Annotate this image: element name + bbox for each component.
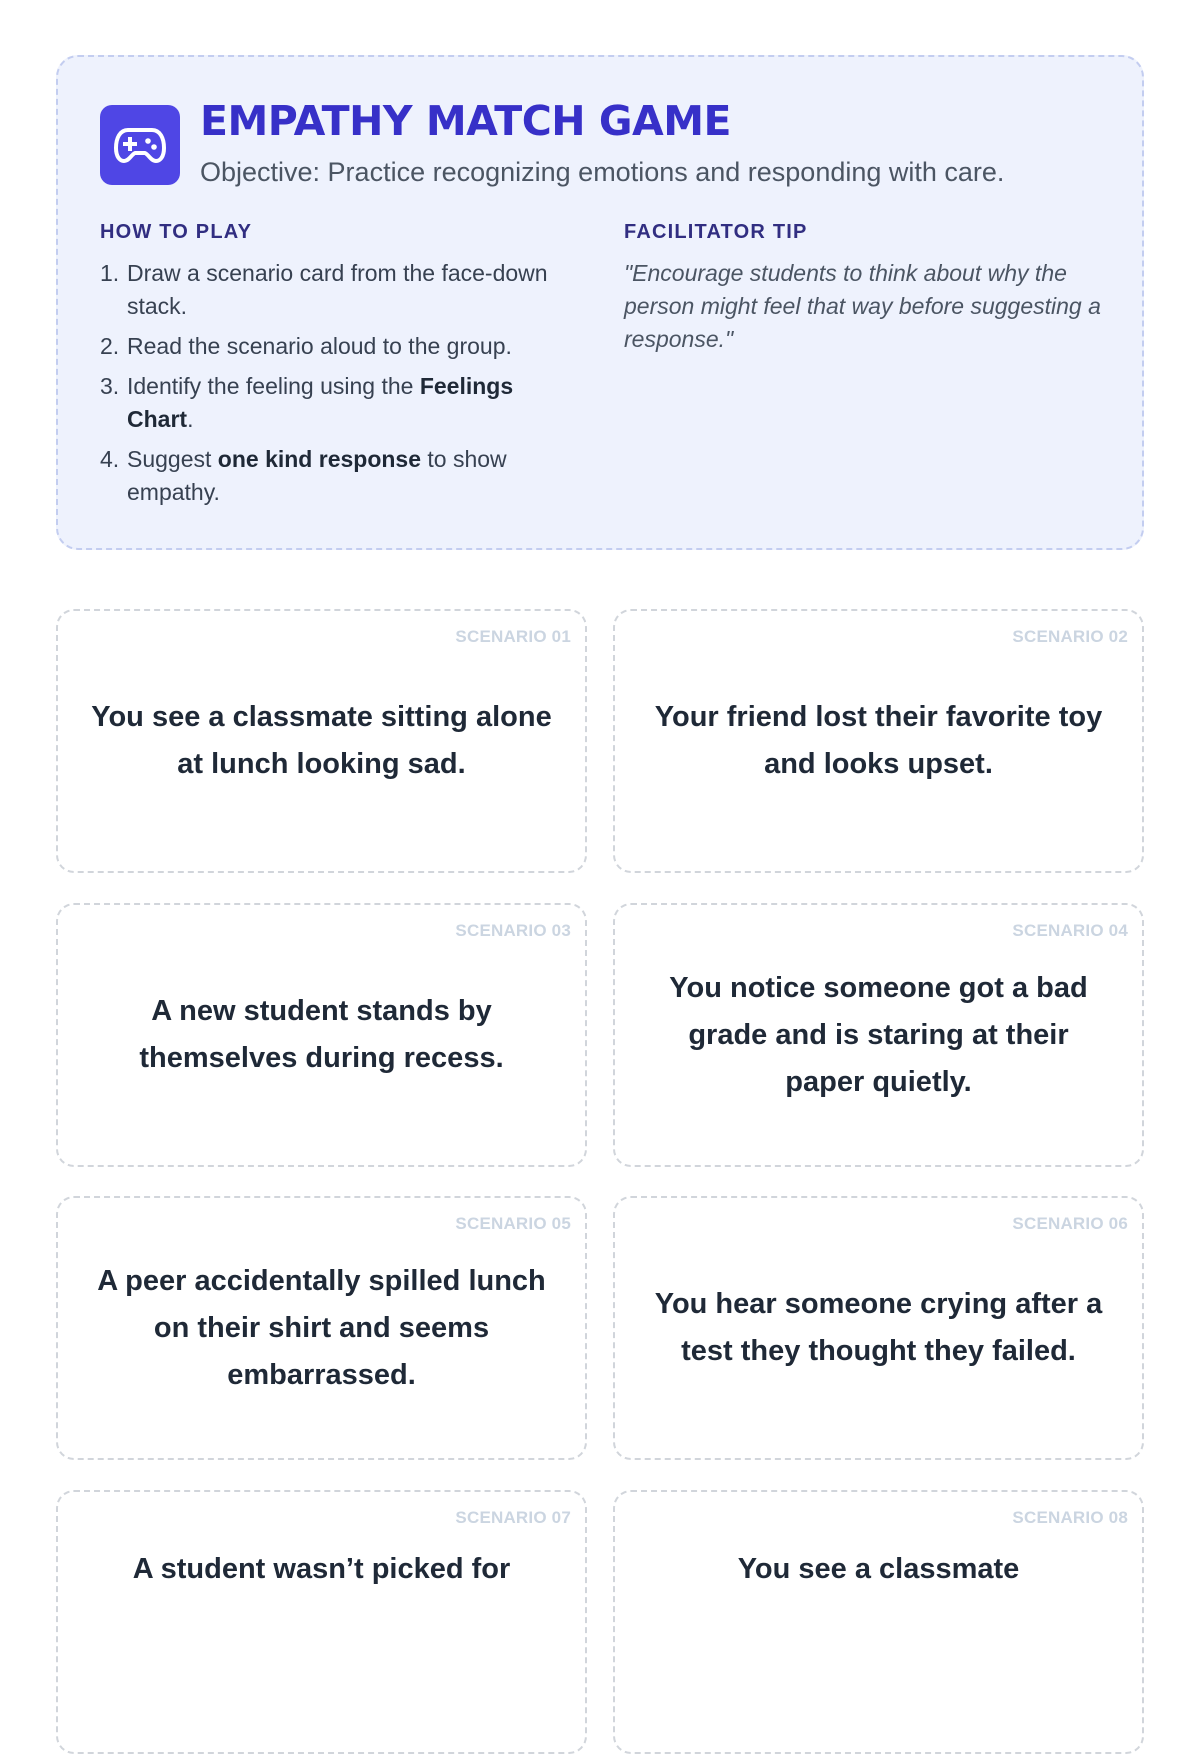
scenario-number: SCENARIO 03 — [455, 921, 571, 940]
scenario-number: SCENARIO 08 — [1012, 1508, 1128, 1527]
scenario-text: A peer accidentally spilled lunch on their shirt and seems embarrassed. — [97, 1264, 546, 1391]
how-to-play-heading: HOW TO PLAY — [100, 221, 253, 243]
scenario-number: SCENARIO 06 — [1012, 1214, 1128, 1233]
scenario-card[interactable] — [613, 1196, 1144, 1460]
gamepad-icon — [100, 105, 180, 185]
scenario-text: A student wasn’t picked for — [132, 1553, 511, 1585]
scenario-text: You notice someone got a bad grade and is staring at their paper quietly. — [669, 971, 1088, 1098]
step-item: 2. Read the scenario aloud to the group. — [100, 333, 512, 359]
scenario-card[interactable] — [56, 609, 587, 873]
facilitator-tip-heading: FACILITATOR TIP — [624, 221, 808, 243]
feelings-chart-term: Feelings Chart — [127, 373, 514, 432]
step-item: 1. Draw a scenario card from the face-down stack. — [100, 260, 548, 319]
scenario-text: You hear someone crying after a test they thought they failed. — [654, 1288, 1103, 1367]
page-title: EMPATHY MATCH GAME — [200, 97, 732, 145]
step-item: 4. Suggest one kind response to show empathy. — [100, 446, 507, 505]
scenario-number: SCENARIO 05 — [455, 1214, 571, 1233]
scenario-card[interactable] — [56, 1490, 587, 1754]
game-info-panel — [56, 55, 1144, 550]
scenario-card[interactable] — [613, 1490, 1144, 1754]
scenario-card[interactable] — [56, 1196, 587, 1460]
scenario-card[interactable] — [613, 903, 1144, 1167]
scenario-text: You see a classmate sitting alone at lunch looking sad. — [91, 701, 552, 780]
how-to-play-steps — [100, 257, 570, 516]
step-item: 3. Identify the feeling using the Feelings Chart. — [100, 373, 514, 432]
scenario-number: SCENARIO 02 — [1012, 627, 1128, 646]
scenario-card[interactable] — [56, 903, 587, 1167]
scenario-number: SCENARIO 07 — [455, 1508, 571, 1527]
kind-response-term: one kind response — [217, 446, 422, 472]
objective-text: Objective: Practice recognizing emotions and responding with care. — [200, 157, 1005, 187]
scenario-text: You see a classmate — [737, 1553, 1020, 1585]
scenario-number: SCENARIO 04 — [1012, 921, 1128, 940]
scenario-number: SCENARIO 01 — [455, 627, 571, 646]
facilitator-tip-text: "Encourage students to think about why the person might feel that way before suggesting a response." — [624, 260, 1101, 352]
scenario-text: Your friend lost their favorite toy and looks upset. — [654, 701, 1103, 780]
scenario-text: A new student stands by themselves during recess. — [139, 995, 504, 1074]
scenario-card[interactable] — [613, 609, 1144, 873]
